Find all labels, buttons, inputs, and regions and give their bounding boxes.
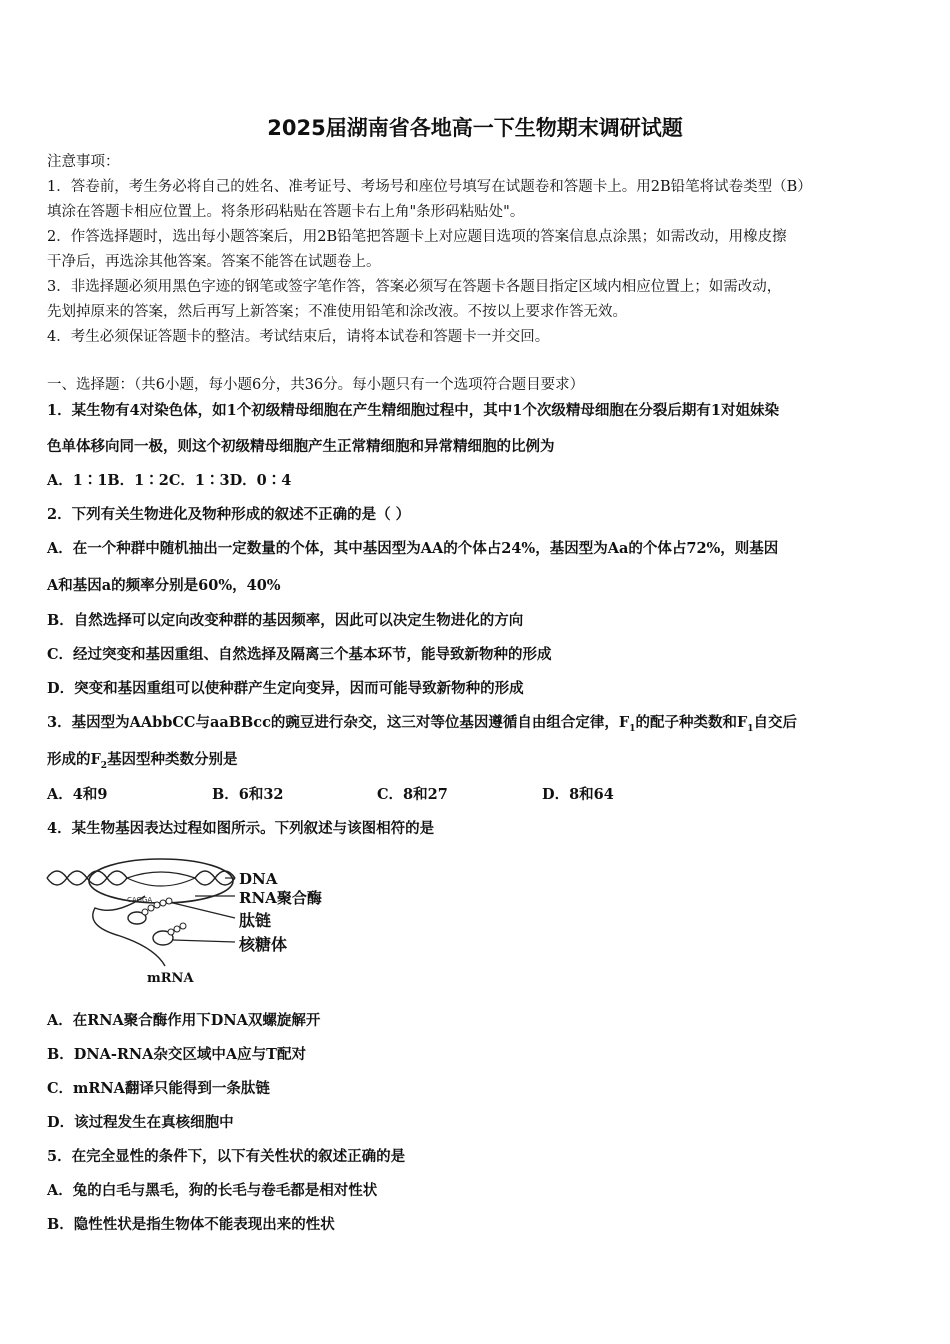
fig-label-ribosome: 核糖体 xyxy=(239,935,288,954)
question-2-option-c: C．经过突变和基因重组、自然选择及隔离三个基本环节，能导致新物种的形成 xyxy=(47,646,552,663)
question-1-stem: 1．某生物有4对染色体，如1个初级精母细胞在产生精细胞过程中，其中1个次级精母细胞在分裂后期有1对姐妹染 xyxy=(47,402,779,419)
question-4-option-a: A．在RNA聚合酶作用下DNA双螺旋解开 xyxy=(47,1012,321,1029)
question-5-option-a: A．兔的白毛与黑毛，狗的长毛与卷毛都是相对性状 xyxy=(47,1182,378,1199)
question-1-stem-cont: 色单体移向同一极，则这个初级精母细胞产生正常精细胞和异常精细胞的比例为 xyxy=(47,438,555,455)
notice-line: 1．答卷前，考生务必将自己的姓名、准考证号、考场号和座位号填写在试题卷和答题卡上。用2B铅笔将试卷类型（B） xyxy=(47,179,812,195)
fig-label-mrna: mRNA xyxy=(147,971,194,986)
gene-expression-diagram xyxy=(45,856,345,986)
fig-label-dna: DNA xyxy=(239,870,278,888)
question-5-option-b: B．隐性性状是指生物体不能表现出来的性状 xyxy=(47,1216,335,1233)
notice-line: 先划掉原来的答案，然后再写上新答案；不准使用铅笔和涂改液。不按以上要求作答无效。 xyxy=(47,304,627,320)
question-2-option-a: A．在一个种群中随机抽出一定数量的个体，其中基因型为AA的个体占24%，基因型为Aa的个体占72%，则基因 xyxy=(47,540,779,557)
question-3-option-c: C．8和27 xyxy=(377,786,448,803)
question-2-option-d: D．突变和基因重组可以使种群产生定向变异，因而可能导致新物种的形成 xyxy=(47,680,524,697)
notice-line: 3．非选择题必须用黑色字迹的钢笔或签字笔作答，答案必须写在答题卡各题目指定区域内相应位置上；如需改动， xyxy=(47,279,782,295)
section-heading: 一、选择题：（共6小题，每小题6分，共36分。每小题只有一个选项符合题目要求） xyxy=(47,377,585,393)
svg-text:CAGGA: CAGGA xyxy=(127,896,153,904)
question-4-option-c: C．mRNA翻译只能得到一条肽链 xyxy=(47,1080,270,1097)
notice-line: 填涂在答题卡相应位置上。将条形码粘贴在答题卡右上角"条形码粘贴处"。 xyxy=(47,204,525,220)
notice-heading: 注意事项： xyxy=(47,154,120,170)
question-3-stem: 3．基因型为AAbbCC与aaBBcc的豌豆进行杂交，这三对等位基因遵循自由组合定律，$F_1$的配子种类数和$F_1$自交后 xyxy=(47,714,798,734)
notice-line: 干净后，再选涂其他答案。答案不能答在试题卷上。 xyxy=(47,254,381,270)
page-title: 2025届湖南省各地高一下生物期末调研试题 xyxy=(267,116,683,140)
question-2-stem: 2．下列有关生物进化及物种形成的叙述不正确的是（ ） xyxy=(47,506,411,523)
notice-line: 4．考生必须保证答题卡的整洁。考试结束后，请将本试卷和答题卡一并交回。 xyxy=(47,329,550,345)
question-3-option-d: D．8和64 xyxy=(542,786,614,803)
question-4-option-b: B．DNA-RNA杂交区域中A应与T配对 xyxy=(47,1046,306,1063)
notice-line: 2．作答选择题时，选出每小题答案后，用2B铅笔把答题卡上对应题目选项的答案信息点涂黑；如需改动，用橡皮擦 xyxy=(47,229,787,245)
question-2-option-a-cont: A和基因a的频率分别是60%，40% xyxy=(47,577,281,594)
question-3-stem-cont: 形成的$F_2$基因型种类数分别是 xyxy=(47,751,238,771)
question-5-stem: 5．在完全显性的条件下，以下有关性状的叙述正确的是 xyxy=(47,1148,406,1165)
question-1-options: A．1∶1B．1∶2C．1∶3D．0∶4 xyxy=(47,472,292,489)
fig-label-peptide: 肽链 xyxy=(239,911,272,930)
fig-label-rna-polymerase: RNA聚合酶 xyxy=(239,889,322,907)
question-3-options xyxy=(47,785,614,805)
question-3-option-b: B．6和32 xyxy=(212,786,284,803)
question-2-option-b: B．自然选择可以定向改变种群的基因频率，因此可以决定生物进化的方向 xyxy=(47,612,524,629)
question-4-stem: 4．某生物基因表达过程如图所示。下列叙述与该图相符的是 xyxy=(47,820,435,837)
question-4-option-d: D．该过程发生在真核细胞中 xyxy=(47,1114,234,1131)
question-3-option-a: A．4和9 xyxy=(47,786,108,803)
